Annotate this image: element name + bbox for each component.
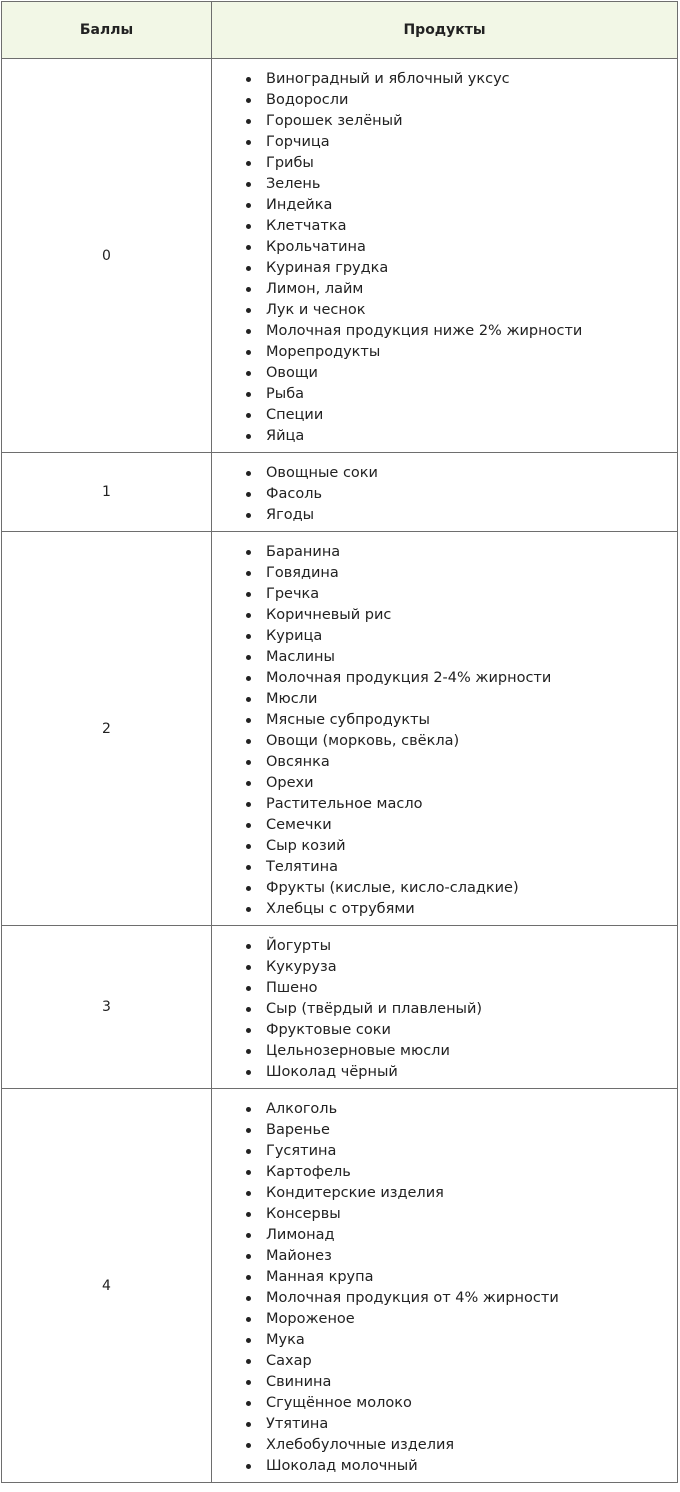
list-item: Молочная продукция ниже 2% жирности <box>212 321 677 342</box>
list-item: Растительное масло <box>212 794 677 815</box>
score-cell: 1 <box>2 453 212 532</box>
list-item: Горчица <box>212 132 677 153</box>
list-item: Куриная грудка <box>212 258 677 279</box>
header-points: Баллы <box>2 2 212 59</box>
list-item: Семечки <box>212 815 677 836</box>
list-item: Мука <box>212 1330 677 1351</box>
list-item: Лимонад <box>212 1225 677 1246</box>
products-cell <box>212 926 678 1089</box>
products-cell <box>212 59 678 453</box>
list-item: Телятина <box>212 857 677 878</box>
list-item: Свинина <box>212 1372 677 1393</box>
table-row <box>2 532 678 926</box>
list-item: Кондитерские изделия <box>212 1183 677 1204</box>
list-item: Гусятина <box>212 1141 677 1162</box>
list-item: Консервы <box>212 1204 677 1225</box>
list-item: Овощные соки <box>212 463 677 484</box>
products-cell <box>212 1089 678 1483</box>
list-item: Курица <box>212 626 677 647</box>
list-item: Овощи (морковь, свёкла) <box>212 731 677 752</box>
list-item: Майонез <box>212 1246 677 1267</box>
table-row <box>2 926 678 1089</box>
list-item: Горошек зелёный <box>212 111 677 132</box>
list-item: Маслины <box>212 647 677 668</box>
list-item: Яйца <box>212 426 677 447</box>
table-row <box>2 59 678 453</box>
list-item: Виноградный и яблочный уксус <box>212 69 677 90</box>
list-item: Шоколад чёрный <box>212 1062 677 1083</box>
list-item: Мороженое <box>212 1309 677 1330</box>
list-item: Сыр козий <box>212 836 677 857</box>
list-item: Сахар <box>212 1351 677 1372</box>
list-item: Кукуруза <box>212 957 677 978</box>
list-item: Молочная продукция 2-4% жирности <box>212 668 677 689</box>
list-item: Молочная продукция от 4% жирности <box>212 1288 677 1309</box>
table-header-row <box>2 2 678 59</box>
list-item: Овсянка <box>212 752 677 773</box>
list-item: Специи <box>212 405 677 426</box>
list-item: Овощи <box>212 363 677 384</box>
list-item: Грибы <box>212 153 677 174</box>
list-item: Фруктовые соки <box>212 1020 677 1041</box>
product-list <box>212 69 677 447</box>
list-item: Алкоголь <box>212 1099 677 1120</box>
header-products: Продукты <box>212 2 678 59</box>
list-item: Баранина <box>212 542 677 563</box>
list-item: Манная крупа <box>212 1267 677 1288</box>
list-item: Фасоль <box>212 484 677 505</box>
list-item: Фрукты (кислые, кисло-сладкие) <box>212 878 677 899</box>
list-item: Варенье <box>212 1120 677 1141</box>
list-item: Утятина <box>212 1414 677 1435</box>
score-cell: 0 <box>2 59 212 453</box>
products-cell <box>212 453 678 532</box>
list-item: Лук и чеснок <box>212 300 677 321</box>
list-item: Хлебобулочные изделия <box>212 1435 677 1456</box>
list-item: Йогурты <box>212 936 677 957</box>
product-list <box>212 936 677 1083</box>
list-item: Рыба <box>212 384 677 405</box>
score-cell: 3 <box>2 926 212 1089</box>
list-item: Сгущённое молоко <box>212 1393 677 1414</box>
list-item: Картофель <box>212 1162 677 1183</box>
list-item: Мюсли <box>212 689 677 710</box>
score-cell: 2 <box>2 532 212 926</box>
list-item: Коричневый рис <box>212 605 677 626</box>
list-item: Цельнозерновые мюсли <box>212 1041 677 1062</box>
list-item: Зелень <box>212 174 677 195</box>
list-item: Крольчатина <box>212 237 677 258</box>
list-item: Ягоды <box>212 505 677 526</box>
points-products-table <box>1 1 678 1483</box>
products-cell <box>212 532 678 926</box>
list-item: Хлебцы с отрубями <box>212 899 677 920</box>
list-item: Говядина <box>212 563 677 584</box>
product-list <box>212 1099 677 1477</box>
table-row <box>2 453 678 532</box>
table-body <box>2 59 678 1483</box>
product-list <box>212 463 677 526</box>
list-item: Мясные субпродукты <box>212 710 677 731</box>
product-list <box>212 542 677 920</box>
list-item: Клетчатка <box>212 216 677 237</box>
list-item: Гречка <box>212 584 677 605</box>
list-item: Шоколад молочный <box>212 1456 677 1477</box>
list-item: Орехи <box>212 773 677 794</box>
list-item: Индейка <box>212 195 677 216</box>
list-item: Лимон, лайм <box>212 279 677 300</box>
list-item: Пшено <box>212 978 677 999</box>
score-cell: 4 <box>2 1089 212 1483</box>
list-item: Сыр (твёрдый и плавленый) <box>212 999 677 1020</box>
list-item: Водоросли <box>212 90 677 111</box>
table-row <box>2 1089 678 1483</box>
list-item: Морепродукты <box>212 342 677 363</box>
